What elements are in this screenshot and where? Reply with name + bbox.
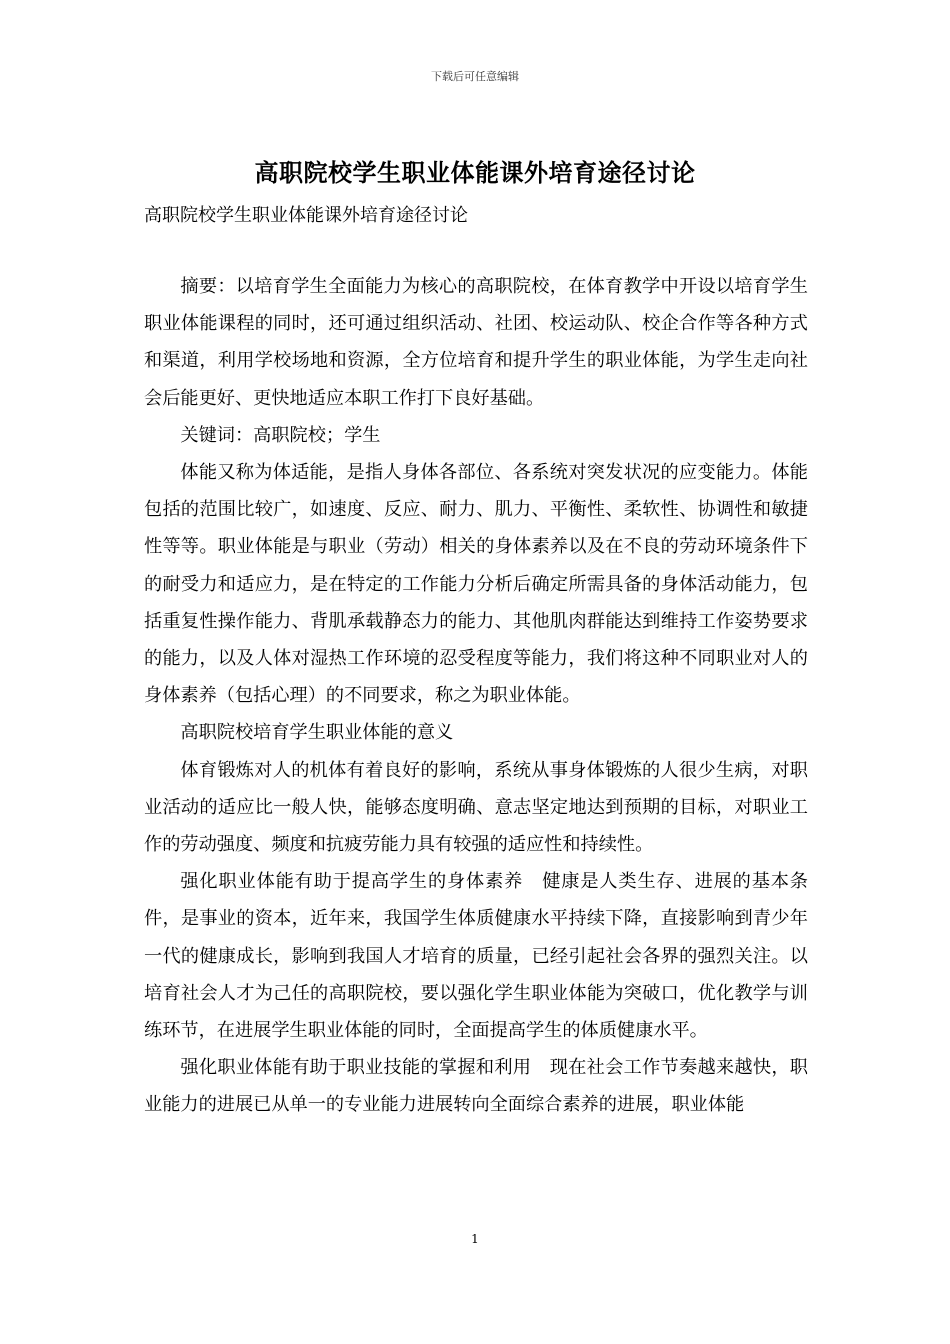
- page-number: 1: [471, 1232, 479, 1246]
- document-body: [144, 268, 808, 1124]
- body-paragraph: 体育锻炼对人的机体有着良好的影响，系统从事身体锻炼的人很少生病，对职业活动的适应比一般人快，能够态度明确、意志坚定地达到预期的目标，对职业工作的劳动强度、频度和抗疲劳能力具有较强的适应性和持续性。: [144, 759, 808, 856]
- body-paragraph: 强化职业体能有助于职业技能的掌握和利用 现在社会工作节奏越来越快，职业能力的进展已从单一的专业能力进展转向全面综合素养的进展，职业体能: [144, 1057, 808, 1116]
- keywords-paragraph: 关键词：高职院校；学生: [180, 424, 381, 446]
- body-paragraph: 强化职业体能有助于提高学生的身体素养 健康是人类生存、进展的基本条件，是事业的资本，近年来，我国学生体质健康水平持续下降，直接影响到青少年一代的健康成长，影响到我国人才培育的质量，已经引起社会各界的强烈关注。以培育社会人才为己任的高职院校，要以强化学生职业体能为突破口，优化教学与训练环节，在进展学生职业体能的同时，全面提高学生的体质健康水平。: [144, 871, 808, 1042]
- section-heading: 高职院校培育学生职业体能的意义: [180, 722, 454, 744]
- body-paragraph: 体能又称为体适能，是指人身体各部位、各系统对突发状况的应变能力。体能包括的范围比较广，如速度、反应、耐力、肌力、平衡性、柔软性、协调性和敏捷性等等。职业体能是与职业（劳动）相关的身体素养以及在不良的劳动环境条件下的耐受力和适应力，是在特定的工作能力分析后确定所需具备的身体活动能力，包括重复性操作能力、背肌承载静态力的能力、其他肌肉群能达到维持工作姿势要求的能力，以及人体对湿热工作环境的忍受程度等能力，我们将这种不同职业对人的身体素养（包括心理）的不同要求，称之为职业体能。: [144, 462, 808, 707]
- document-subtitle: 高职院校学生职业体能课外培育途径讨论: [144, 205, 468, 226]
- header-note: 下载后可任意编辑: [431, 70, 519, 83]
- abstract-paragraph: 摘要：以培育学生全面能力为核心的高职院校，在体育教学中开设以培育学生职业体能课程的同时，还可通过组织活动、社团、校运动队、校企合作等各种方式和渠道，利用学校场地和资源，全方位培育和提升学生的职业体能，为学生走向社会后能更好、更快地适应本职工作打下良好基础。: [144, 276, 808, 409]
- document-title: 高职院校学生职业体能课外培育途径讨论: [254, 158, 696, 187]
